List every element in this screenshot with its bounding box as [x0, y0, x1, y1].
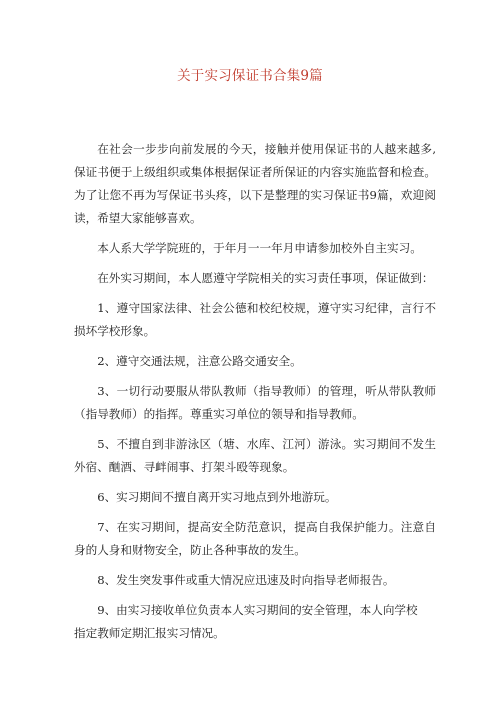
list-item-1: 1、遵守国家法律、社会公德和校纪校规，遵守实习纪律，言行不损坏学校形象。 — [74, 301, 436, 338]
list-item-9-continuation: 指定教师定期汇报实习情况。 — [74, 626, 225, 640]
document-body — [74, 138, 436, 652]
intro-paragraph: 在社会一步步向前发展的今天，接触并使用保证书的人越来越多,保证书便于上级组织或集体根据保证者所保证的内容实施监督和检查。为了让您不再为写保证书头疼，以下是整理的实习保证书9篇，欢迎阅读，希望大家能够喜欢。 — [74, 142, 436, 225]
list-item-6: 6、实习期间不擅自离开实习地点到外地游玩。 — [97, 490, 337, 504]
list-item-9: 9、由实习接收单位负责本人实习期间的安全管理，本人向学校 — [97, 603, 418, 617]
paragraph-commitment: 在外实习期间，本人愿遵守学院相关的实习责任事项，保证做到： — [97, 271, 434, 285]
list-item-5: 5、不擅自到非游泳区（塘、水库、江河）游泳。实习期间不发生外宿、酗酒、寻衅闹事、打架斗殴等现象。 — [74, 437, 436, 474]
list-item-8: 8、发生突发事件或重大情况应迅速及时向指导老师报告。 — [97, 573, 395, 587]
paragraph-applicant: 本人系大学学院班的，于年月一一年月申请参加校外自主实习。 — [97, 241, 422, 255]
list-item-7: 7、在实习期间，提高安全防范意识，提高自我保护能力。注意自身的人身和财物安全，防止各种事故的发生。 — [74, 520, 436, 557]
list-item-3: 3、一切行动要服从带队教师（指导教师）的管理，听从带队教师（指导教师）的指挥。尊重实习单位的领导和指导教师。 — [74, 384, 436, 421]
document-title: 关于实习保证书合集9篇 — [177, 68, 323, 84]
list-item-2: 2、遵守交通法规，注意公路交通安全。 — [97, 354, 302, 368]
